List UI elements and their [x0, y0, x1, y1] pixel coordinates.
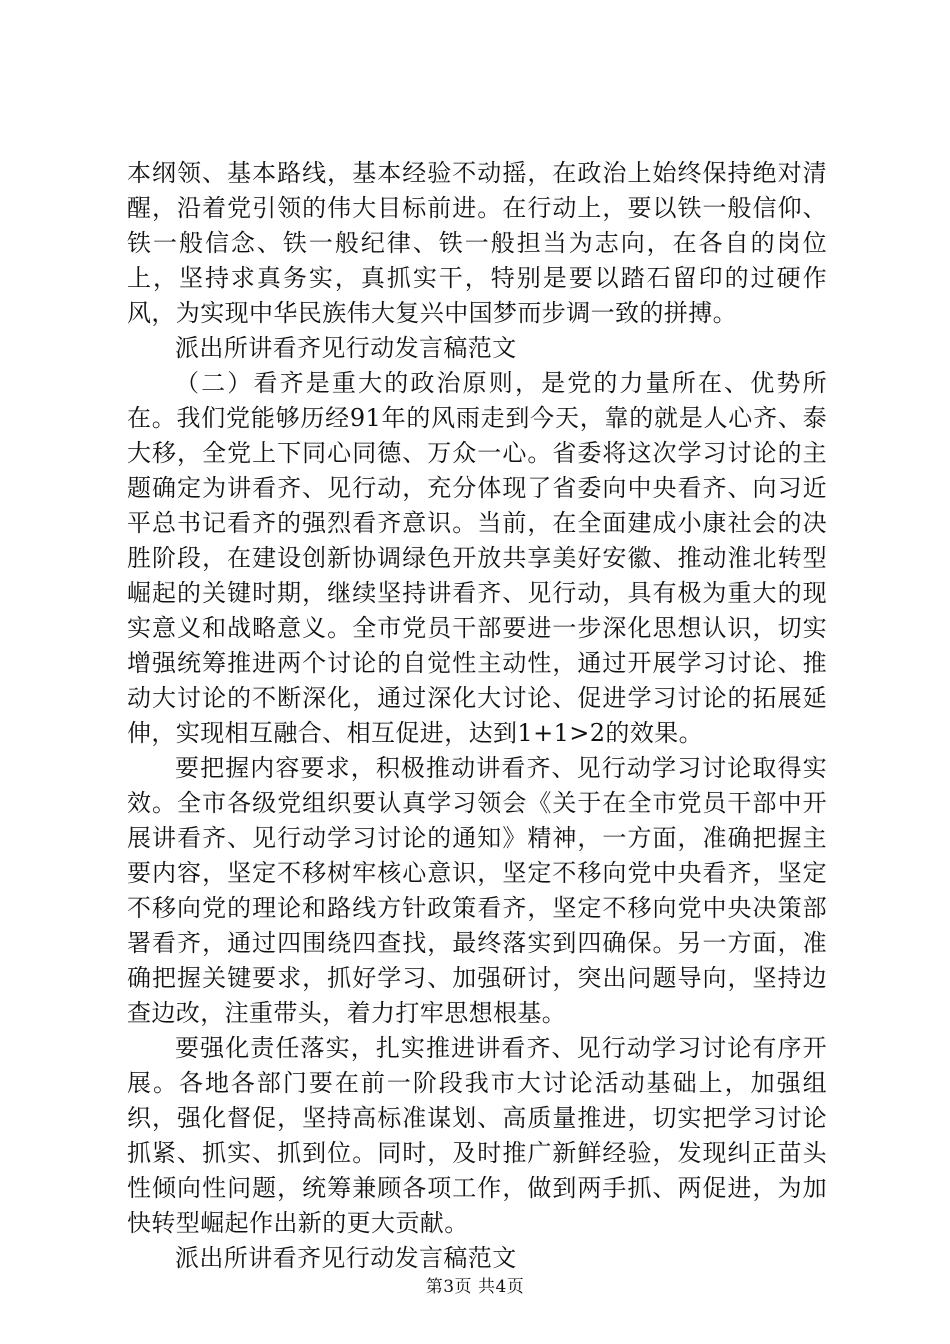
- paragraph-4: 要强化责任落实，扎实推进讲看齐、见行动学习讨论有序开展。各地各部门要在前一阶段我市大讨论活动基础上，加强组织，强化督促，坚持高标准谋划、高质量推进，切实把学习讨论抓紧、抓实、抓到位。同时，及时推广新鲜经验，发现纠正苗头性倾向性问题，统筹兼顾各项工作，做到两手抓、两促进，为加快转型崛起作出新的更大贡献。: [127, 1034, 827, 1237]
- section-title-1: 派出所讲看齐见行动发言稿范文: [175, 334, 517, 362]
- document-body: [127, 156, 827, 1276]
- paragraph-2: （二）看齐是重大的政治原则，是党的力量所在、优势所在。我们党能够历经91年的风雨走到今天，靠的就是人心齐、泰大移，全党上下同心同德、万众一心。省委将这次学习讨论的主题确定为讲看齐、见行动，充分体现了省委向中央看齐、向习近平总书记看齐的强烈看齐意识。当前，在全面建成小康社会的决胜阶段，在建设创新协调绿色开放共享美好安徽、推动淮北转型崛起的关键时期，继续坚持讲看齐、见行动，具有极为重大的现实意义和战略意义。全市党员干部要进一步深化思想认识，切实增强统筹推进两个讨论的自觉性主动性，通过开展学习讨论、推动大讨论的不断深化，通过深化大讨论、促进学习讨论的拓展延伸，实现相互融合、相互促进，达到1+1>2的效果。: [127, 369, 827, 747]
- paragraph-3: 要把握内容要求，积极推动讲看齐、见行动学习讨论取得实效。全市各级党组织要认真学习领会《关于在全市党员干部中开展讲看齐、见行动学习讨论的通知》精神，一方面，准确把握主要内容，坚定不移树牢核心意识，坚定不移向党中央看齐，坚定不移向党的理论和路线方针政策看齐，坚定不移向党中央决策部署看齐，通过四围绕四查找，最终落实到四确保。另一方面，准确把握关键要求，抓好学习、加强研讨，突出问题导向，坚持边查边改，注重带头，着力打牢思想根基。: [127, 754, 827, 1027]
- page-number-footer: 第3页 共4页: [425, 1277, 525, 1297]
- section-title-2: 派出所讲看齐见行动发言稿范文: [175, 1244, 517, 1272]
- paragraph-1: 本纲领、基本路线，基本经验不动摇，在政治上始终保持绝对清醒，沿着党引领的伟大目标前进。在行动上，要以铁一般信仰、铁一般信念、铁一般纪律、铁一般担当为志向，在各自的岗位上，坚持求真务实，真抓实干，特别是要以踏石留印的过硬作风，为实现中华民族伟大复兴中国梦而步调一致的拼搏。: [127, 159, 827, 327]
